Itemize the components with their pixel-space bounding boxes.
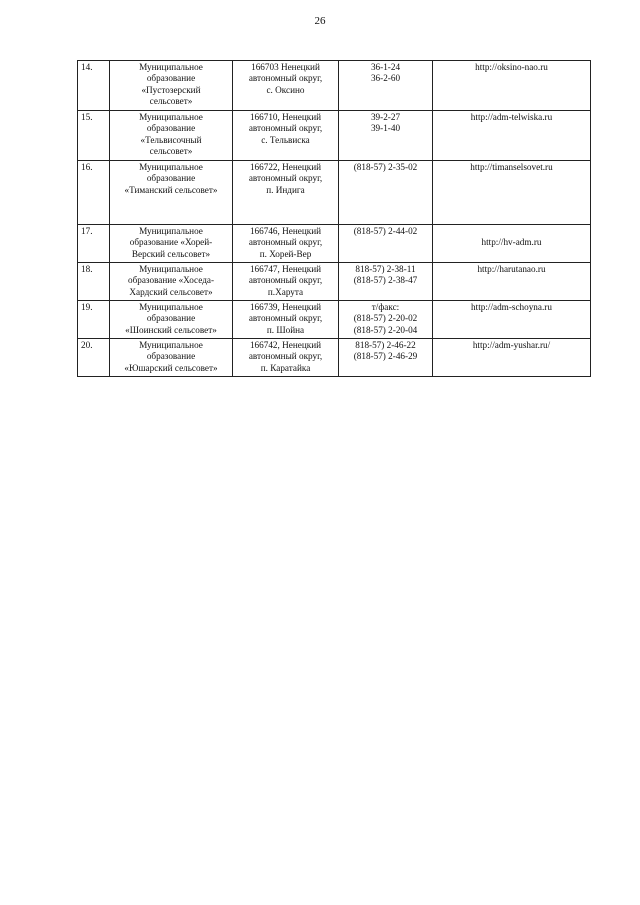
row-number: 15. [78, 111, 110, 161]
municipality-address: 166703 Ненецкий автономный округ, с. Оксино [233, 61, 339, 111]
municipality-phone: 818-57) 2-38-11 (818-57) 2-38-47 [339, 263, 433, 301]
municipality-contacts-table [77, 60, 591, 377]
municipality-address: 166746, Ненецкий автономный округ, п. Хорей-Вер [233, 225, 339, 263]
municipality-address: 166710, Ненецкий автономный округ, с. Тельвиска [233, 111, 339, 161]
municipality-phone: 818-57) 2-46-22 (818-57) 2-46-29 [339, 339, 433, 377]
row-number: 19. [78, 301, 110, 339]
table-row [78, 111, 591, 161]
row-number: 18. [78, 263, 110, 301]
table-row [78, 225, 591, 263]
table-row [78, 61, 591, 111]
municipality-address: 166739, Ненецкий автономный округ, п. Шойна [233, 301, 339, 339]
table-row [78, 161, 591, 225]
row-number: 17. [78, 225, 110, 263]
row-number: 16. [78, 161, 110, 225]
table-row [78, 263, 591, 301]
table-row [78, 301, 591, 339]
municipality-name: Муниципальное образование «Хорей- Верский сельсовет» [110, 225, 233, 263]
municipality-address: 166742, Ненецкий автономный округ, п. Каратайка [233, 339, 339, 377]
municipality-address: 166747, Ненецкий автономный округ, п.Харута [233, 263, 339, 301]
municipality-phone: 39-2-27 39-1-40 [339, 111, 433, 161]
municipality-name: Муниципальное образование «Шоинский сельсовет» [110, 301, 233, 339]
municipality-phone: 36-1-24 36-2-60 [339, 61, 433, 111]
municipality-website-link[interactable]: http://hv-adm.ru [433, 225, 591, 263]
municipality-website-link[interactable]: http://oksino-nao.ru [433, 61, 591, 111]
page-number: 26 [314, 15, 326, 27]
municipality-website-link[interactable]: http://adm-schoyna.ru [433, 301, 591, 339]
municipality-phone: (818-57) 2-35-02 [339, 161, 433, 225]
municipality-name: Муниципальное образование «Тиманский сельсовет» [110, 161, 233, 225]
municipality-phone: т/факс: (818-57) 2-20-02 (818-57) 2-20-04 [339, 301, 433, 339]
municipality-phone: (818-57) 2-44-02 [339, 225, 433, 263]
municipality-address: 166722, Ненецкий автономный округ, п. Индига [233, 161, 339, 225]
row-number: 14. [78, 61, 110, 111]
municipality-name: Муниципальное образование «Пустозерский сельсовет» [110, 61, 233, 111]
municipality-website-link[interactable]: http://timanselsovet.ru [433, 161, 591, 225]
municipality-name: Муниципальное образование «Юшарский сельсовет» [110, 339, 233, 377]
municipality-website-link[interactable]: http://adm-yushar.ru/ [433, 339, 591, 377]
table-row [78, 339, 591, 377]
municipality-name: Муниципальное образование «Хоседа- Хардский сельсовет» [110, 263, 233, 301]
municipality-website-link[interactable]: http://adm-telwiska.ru [433, 111, 591, 161]
municipality-website-link[interactable]: http://harutanao.ru [433, 263, 591, 301]
municipality-name: Муниципальное образование «Тельвисочный сельсовет» [110, 111, 233, 161]
row-number: 20. [78, 339, 110, 377]
